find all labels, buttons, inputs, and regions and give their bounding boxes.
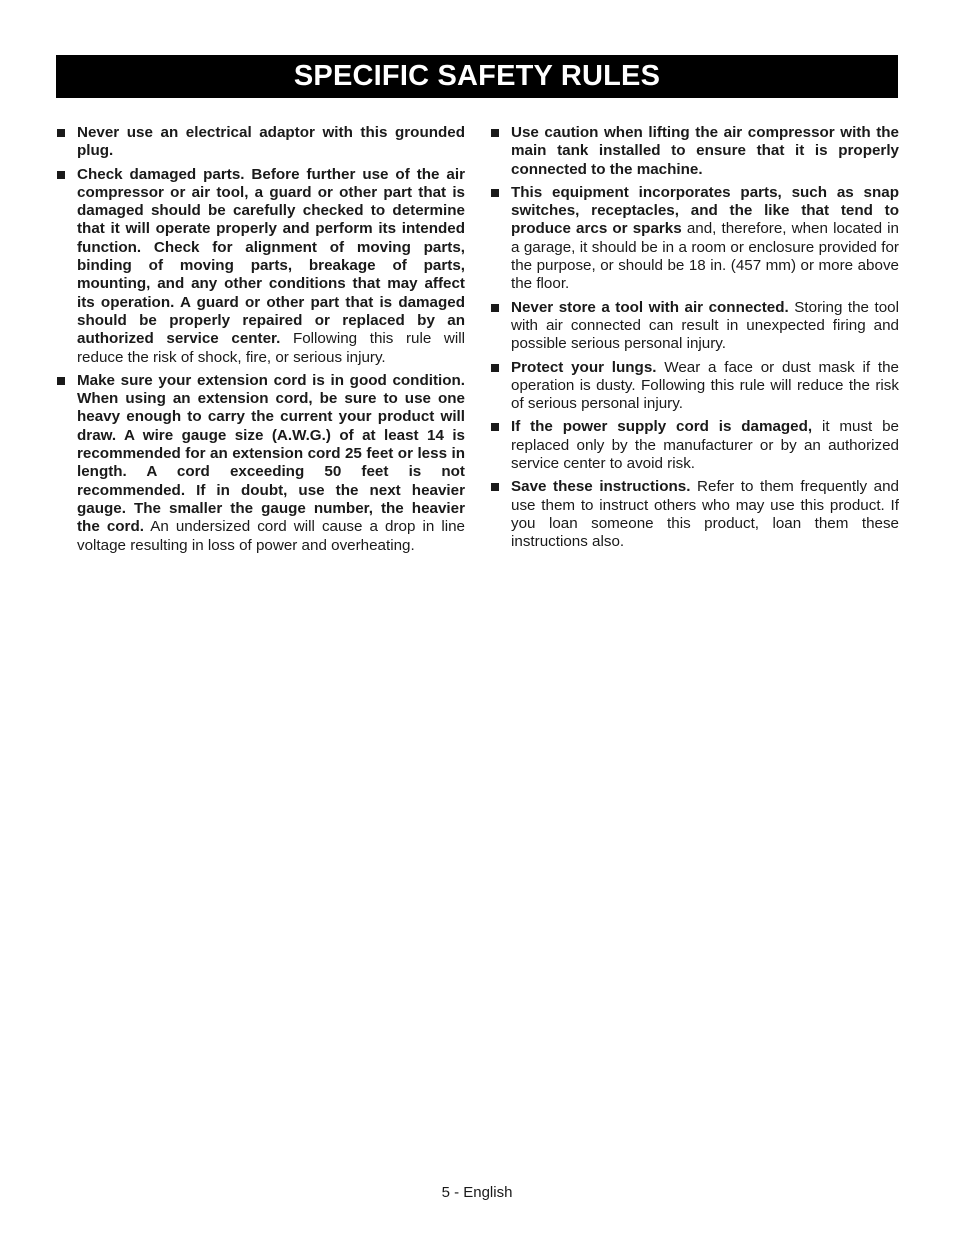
rule-bold-text: Check damaged parts. Before further use of the air compressor or air tool, a guard or other part that is damaged should be carefully checked to determine that it will operate properly and perform its intended function. Check for alignment of moving parts, binding of moving parts, breakage of parts, mounting, and any other conditions that may affect its operation. A guard or other part that is damaged should be properly repaired or replaced by an authorized service center.: [77, 165, 465, 348]
safety-rule-item: [490, 359, 899, 414]
rule-normal-text: and, therefore, when located in a garage, it should be in a room or enclosure provided for the purpose, or should be 18 in. (457 mm) or more above the floor.: [511, 220, 899, 293]
safety-rule-item: [56, 124, 465, 161]
page-title: SPECIFIC SAFETY RULES: [293, 60, 661, 92]
rule-normal-text: An undersized cord will cause a drop in line voltage resulting in loss of power and overheating.: [77, 518, 466, 554]
square-bullet-icon: [491, 483, 499, 491]
safety-rule-item: [490, 418, 899, 473]
square-bullet-icon: [57, 129, 65, 137]
rule-bold-text: Never use an electrical adaptor with this grounded plug.: [77, 124, 465, 160]
rule-bold-text: Save these instructions.: [511, 478, 691, 496]
square-bullet-icon: [57, 377, 65, 385]
safety-rule-item: [490, 299, 899, 354]
rule-normal-text: it must be replaced only by the manufacturer or by an authorized service center to avoid risk.: [511, 418, 899, 473]
rule-normal-text: Storing the tool with air connected can result in unexpected firing and possible serious personal injury.: [511, 298, 899, 353]
safety-rule-item: [490, 184, 899, 294]
square-bullet-icon: [491, 364, 499, 372]
rule-normal-text: Refer to them frequently and use them to instruct others who may use this product. If you loan someone this product, loan them these instructions also.: [511, 478, 899, 551]
rule-normal-text: Following this rule will reduce the risk of shock, fire, or serious injury.: [77, 330, 465, 366]
square-bullet-icon: [491, 423, 499, 431]
rule-bold-text: Make sure your extension cord is in good condition. When using an extension cord, be sure to use one heavy enough to carry the current your product will draw. A wire gauge size (A.W.G.) of at least 14 is recommended for an extension cord 25 feet or less in length. A cord exceeding 50 feet is not recommended. If in doubt, use the next heavier gauge. The smaller the gauge number, the heavier the cord.: [77, 371, 465, 536]
left-column: [56, 124, 465, 560]
safety-rule-item: [56, 372, 465, 555]
square-bullet-icon: [491, 304, 499, 312]
square-bullet-icon: [491, 129, 499, 137]
safety-rule-item: [490, 124, 899, 179]
section-title-bar: [56, 55, 898, 98]
page-number: 5 - English: [441, 1184, 513, 1201]
rule-bold-text: Protect your lungs.: [511, 358, 657, 376]
right-column: [490, 124, 899, 557]
rule-bold-text: This equipment incorporates parts, such as snap switches, receptacles, and the like that tend to produce arcs or sparks: [511, 183, 899, 238]
safety-rule-item: [490, 478, 899, 551]
rule-bold-text: Use caution when lifting the air compressor with the main tank installed to ensure that it is properly connected to the machine.: [511, 124, 899, 178]
rule-bold-text: Never store a tool with air connected.: [511, 298, 789, 316]
square-bullet-icon: [491, 189, 499, 197]
rule-normal-text: Wear a face or dust mask if the operation is dusty. Following this rule will reduce the risk of serious personal injury.: [511, 358, 899, 413]
safety-rule-item: [56, 166, 465, 367]
page-footer: [0, 1184, 954, 1202]
square-bullet-icon: [57, 171, 65, 179]
rule-bold-text: If the power supply cord is damaged,: [511, 418, 813, 436]
